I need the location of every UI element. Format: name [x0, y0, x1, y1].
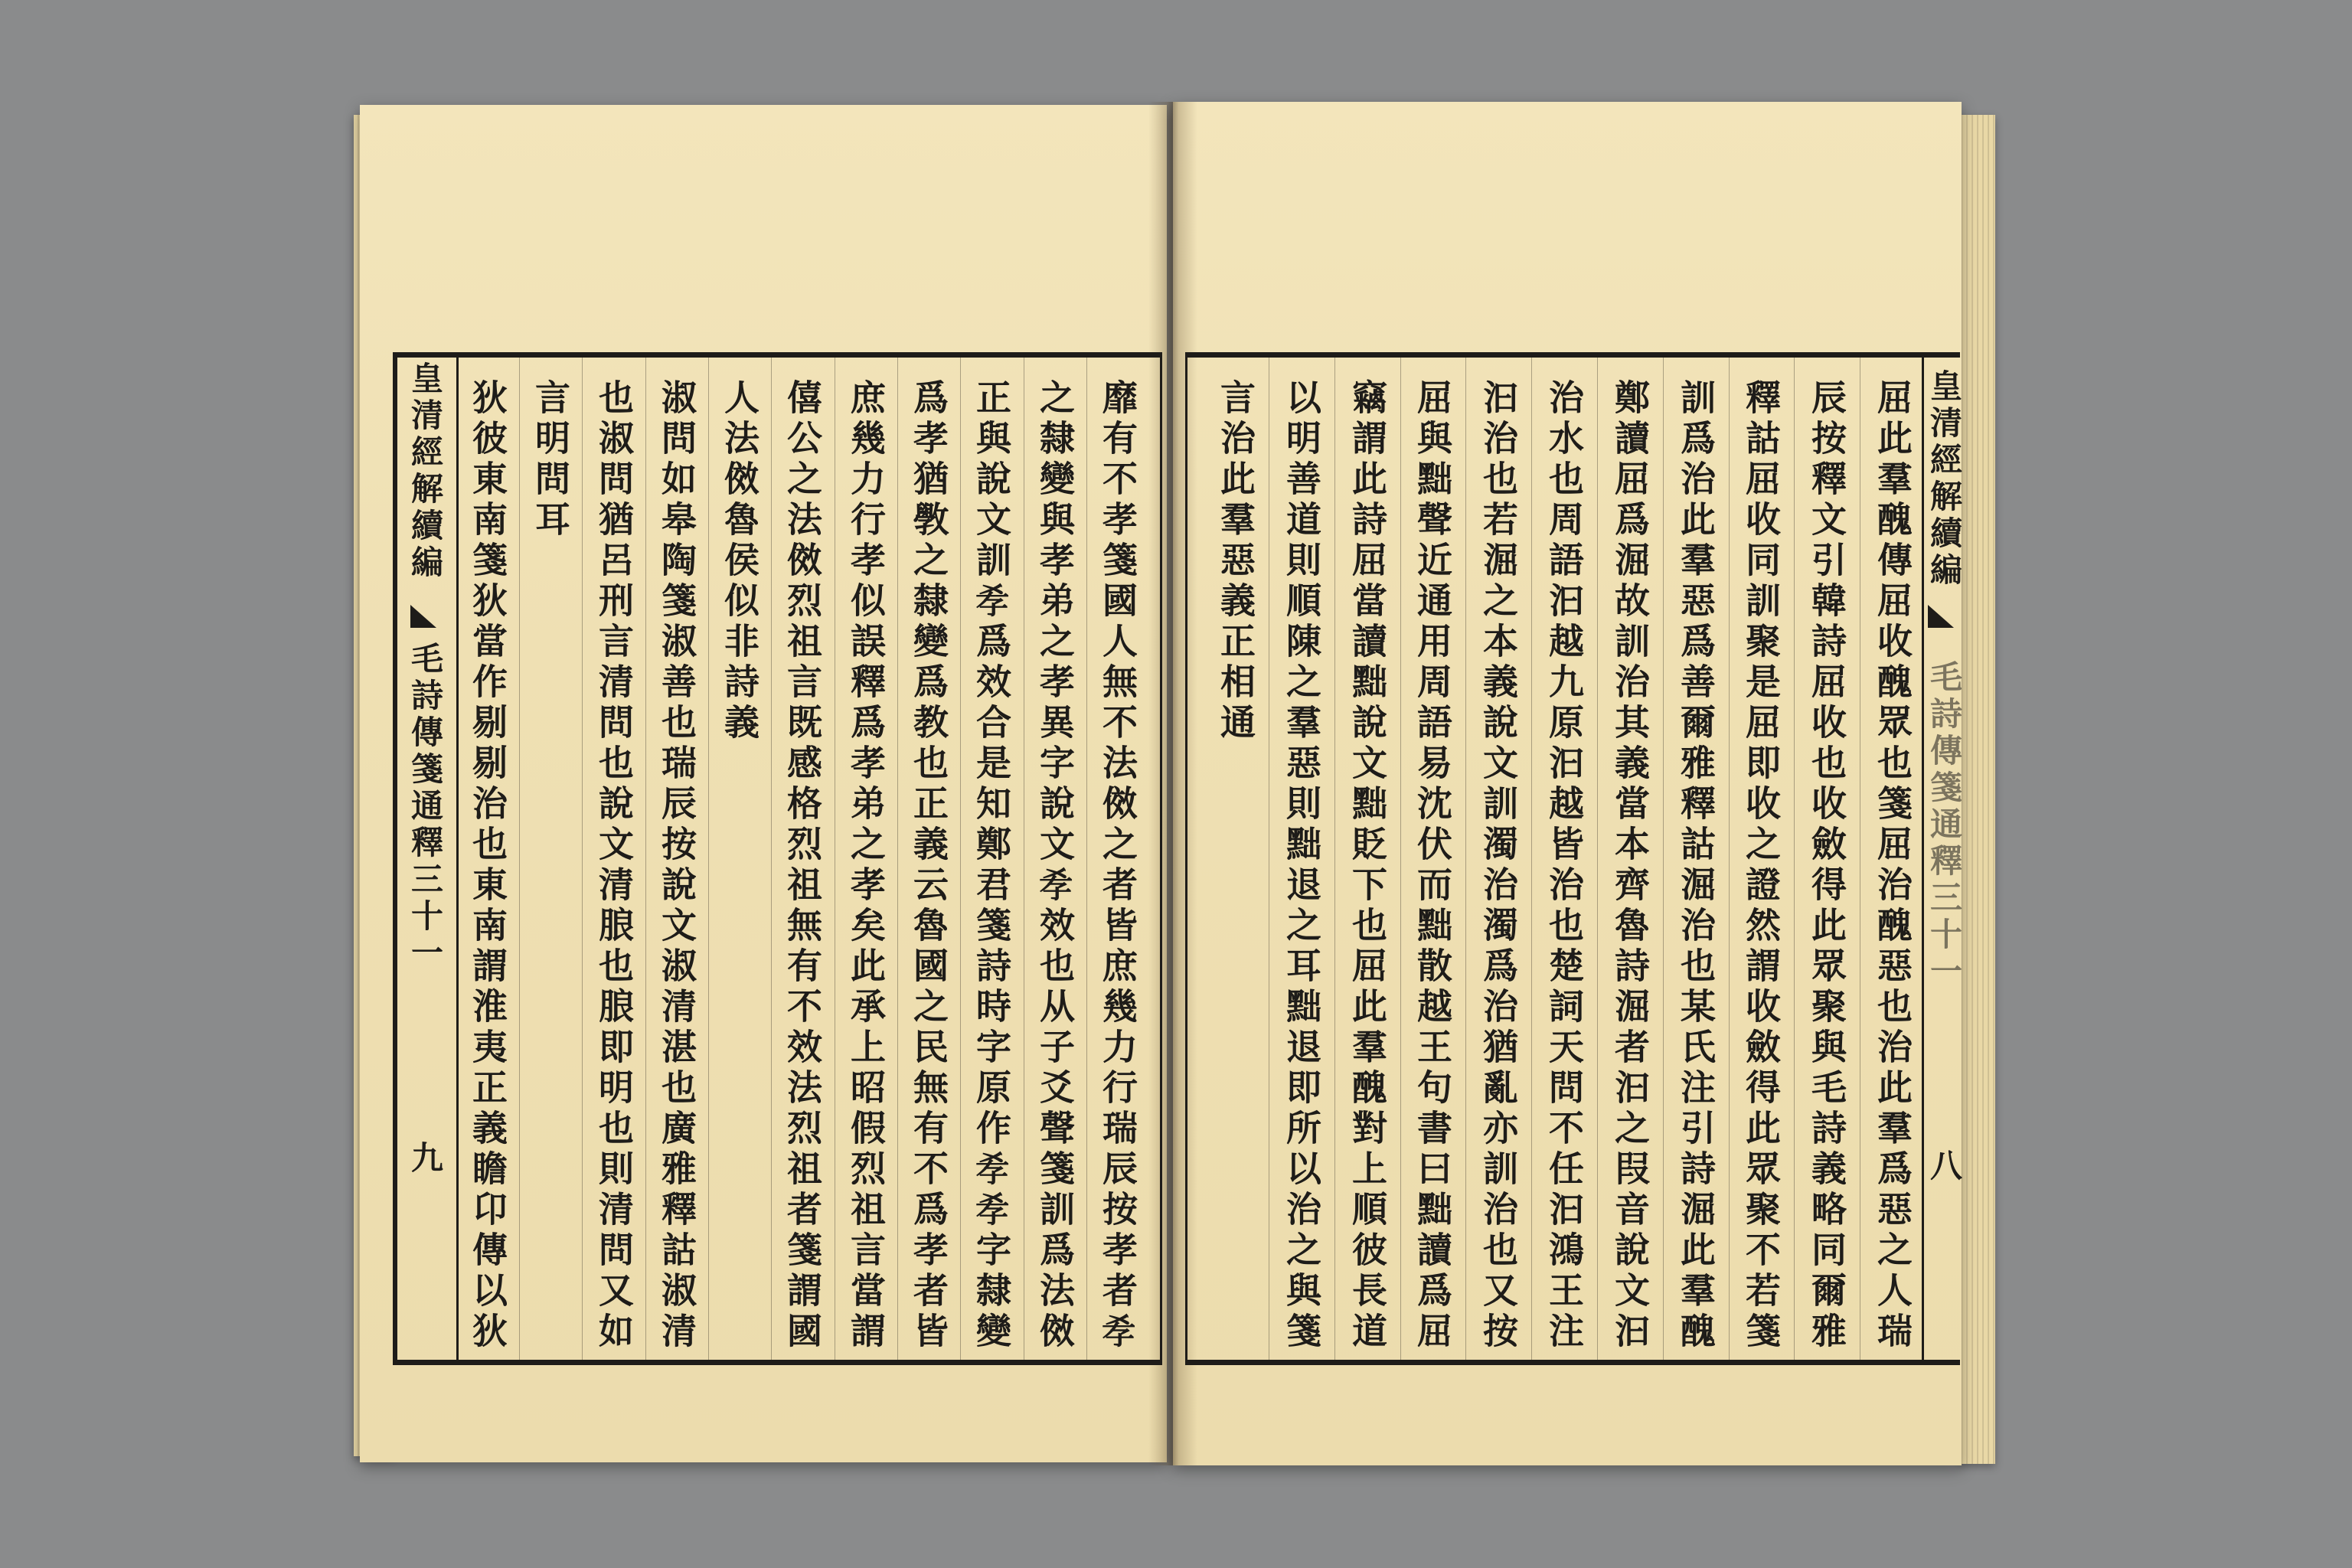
left-fish-tail-mark — [410, 605, 436, 628]
left-text-column: 人法傚魯侯似非詩義 — [719, 379, 760, 744]
right-strip-folio: 八 — [1926, 1148, 1963, 1185]
right-text-column: 鄭讀屈爲淈故訓治其義當本齊魯詩淈者汩之叚音說文汩 — [1609, 379, 1651, 1353]
column-rule — [582, 358, 583, 1360]
left-strip-section: 毛詩傳箋通釋三十一 — [407, 642, 444, 972]
left-text-column: 也淑問猶呂刑言清問也說文清朖也朖即明也則清問又如 — [593, 379, 635, 1353]
column-rule — [960, 358, 961, 1360]
right-text-column: 屈與黜聲近通用周語易沈伏而黜散越王句書曰黜讀爲屈 — [1412, 379, 1453, 1353]
left-text-column: 爲孝猶斆之隸變爲教也正義云魯國之民無有不爲孝者皆 — [908, 379, 949, 1353]
right-text-column: 訓爲治此羣惡爲善爾雅釋詁淈治也某氏注引詩淈此羣醜 — [1675, 379, 1717, 1353]
right-fish-tail-mark — [1928, 605, 1954, 628]
right-text-column: 辰按釋文引韓詩屈收也收斂得此眾聚與毛詩義略同爾雅 — [1806, 379, 1847, 1353]
right-text-column: 釋詁屈收同訓聚是屈即收之證然謂收斂得此眾聚不若箋 — [1740, 379, 1782, 1353]
left-text-column: 正與說文訓𡥉爲效合是知鄭君箋詩時字原作𡥉𡥉字隸變 — [971, 379, 1012, 1353]
left-text-column: 庶幾力行孝似誤釋爲孝弟之孝矣此承上昭假烈祖言當謂 — [845, 379, 887, 1353]
right-strip-title: 皇清經解續編 — [1926, 369, 1963, 590]
right-text-column: 以明善道則順陳之羣惡則黜退之耳黜退即所以治之與箋 — [1281, 379, 1322, 1353]
left-text-column: 淑問如皋陶箋淑善也瑞辰按說文淑清湛也廣雅釋詁淑清 — [656, 379, 697, 1353]
column-rule — [1334, 358, 1335, 1360]
left-margin-strip-rule — [456, 352, 459, 1365]
right-text-column: 汩治也若淈之本義說文訓濁治濁爲治猶亂亦訓治也又按 — [1478, 379, 1519, 1353]
right-margin-strip-rule — [1922, 352, 1924, 1365]
left-text-column: 靡有不孝箋國人無不法傚之者皆庶幾力行瑞辰按孝者𡥉 — [1097, 379, 1138, 1353]
column-rule — [708, 358, 709, 1360]
left-strip-folio: 九 — [407, 1141, 444, 1178]
left-text-column: 之隸變與孝弟之孝異字說文𡥉效也从子爻聲箋訓爲法傚 — [1034, 379, 1076, 1353]
column-rule — [1794, 358, 1795, 1360]
column-rule — [1465, 358, 1466, 1360]
right-text-column: 言治此羣惡義正相通 — [1215, 379, 1256, 744]
column-rule — [1597, 358, 1598, 1360]
column-rule — [1531, 358, 1532, 1360]
left-text-column: 狄彼東南箋狄當作剔剔治也東南謂淮夷正義瞻卬傳以狄 — [467, 379, 508, 1353]
right-text-column: 屈此羣醜傳屈收醜眾也箋屈治醜惡也治此羣爲惡之人瑞 — [1872, 379, 1913, 1353]
column-rule — [1400, 358, 1401, 1360]
right-text-column: 治水也周語汩越九原汩越皆治也楚詞天問不任汩鴻王注 — [1544, 379, 1585, 1353]
column-rule — [897, 358, 898, 1360]
column-rule — [1663, 358, 1664, 1360]
column-rule — [1729, 358, 1730, 1360]
column-rule — [1086, 358, 1087, 1360]
column-rule — [519, 358, 520, 1360]
right-strip-section: 毛詩傳箋通釋三十一 — [1926, 660, 1963, 991]
right-text-column: 竊謂此詩屈當讀黜說文黜貶下也屈此羣醜對上順彼長道 — [1347, 379, 1388, 1353]
column-rule — [771, 358, 772, 1360]
column-rule — [645, 358, 646, 1360]
left-strip-title: 皇清經解續編 — [407, 361, 444, 582]
left-text-column: 言明問耳 — [530, 379, 571, 541]
left-text-column: 僖公之法傚烈祖言既感格烈祖無有不效法烈祖者箋謂國 — [782, 379, 823, 1353]
